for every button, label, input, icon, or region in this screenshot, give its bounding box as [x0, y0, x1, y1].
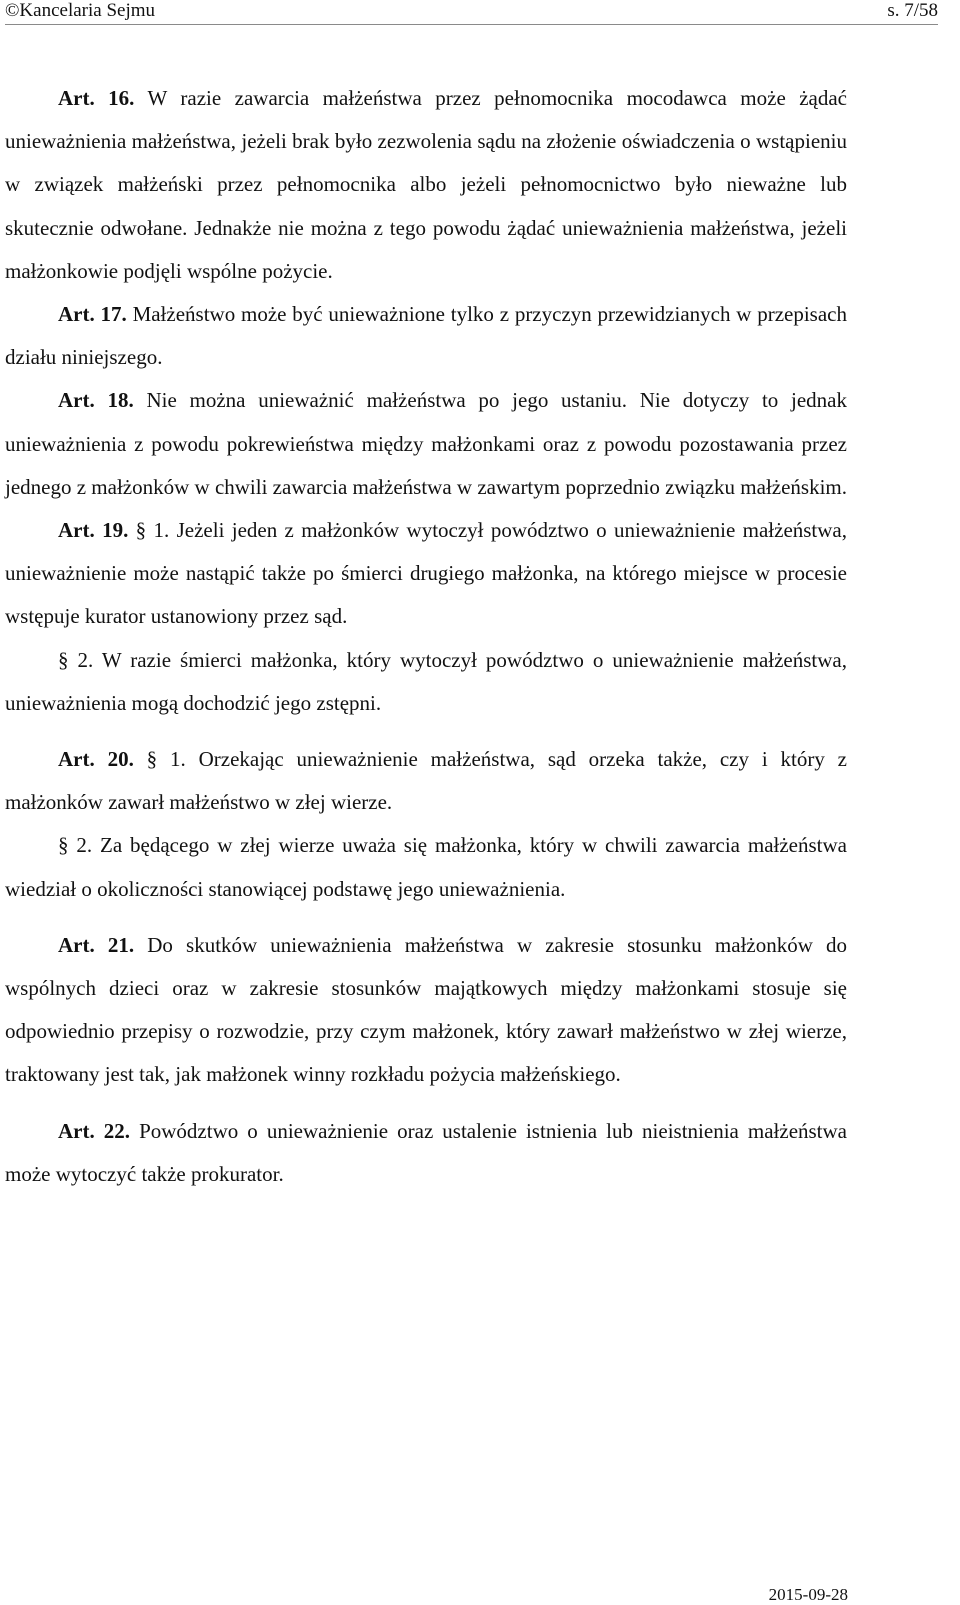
page-header: [5, 0, 938, 25]
article-17: [5, 293, 847, 379]
article-text: Małżeństwo może być unieważnione tylko z przyczyn przewidzianych w przepisach działu niniejszego.: [5, 302, 848, 370]
footer-date: 2015-09-28: [768, 1585, 848, 1604]
article-19-par-1: [5, 509, 847, 639]
article-label: Art. 16.: [58, 86, 135, 110]
article-16: [5, 77, 847, 293]
article-label: Art. 17.: [58, 302, 127, 327]
article-text: Powództwo o unieważnienie oraz ustalenie istnienia lub nieistnienia małżeństwa może wytoczyć także prokurator.: [5, 1118, 848, 1186]
document-body: [5, 77, 847, 1196]
article-label: Art. 20.: [58, 747, 134, 772]
article-text: § 1. Orzekając unieważnienie małżeństwa, sąd orzeka także, czy i który z małżonków zawarł małżeństwo w złej wierze.: [5, 747, 848, 815]
article-label: Art. 19.: [58, 518, 129, 543]
article-text: § 2. W razie śmierci małżonka, który wytoczył powództwo o unieważnienie małżeństwa, unieważnienia mogą dochodzić jego zstępni.: [5, 647, 847, 715]
article-21: [5, 924, 847, 1097]
article-18: [5, 379, 847, 509]
article-text: Nie można unieważnić małżeństwa po jego ustaniu. Nie dotyczy to jednak unieważnienia z powodu pokrewieństwa między małżonkami oraz z powodu pozostawania przez jednego z małżonków w chwili zawarcia małżeństwa w zawartym poprzednio związku małżeńskim.: [5, 388, 848, 499]
article-22: [5, 1110, 847, 1196]
header-source: ©Kancelaria Sejmu: [5, 0, 156, 21]
article-label: Art. 21.: [58, 932, 135, 957]
article-20-par-2: [5, 824, 847, 910]
article-text: W razie zawarcia małżeństwa przez pełnomocnika mocodawca może żądać unieważnienia małżeństwa, jeżeli brak było zezwolenia sądu na złożenie oświadczenia o wstąpieniu w związek małżeński przez pełnomocnika albo jeżeli pełnomocnictwo było nieważne lub skutecznie odwołane. Jednakże nie można z tego powodu żądać unieważnienia małżeństwa, jeżeli małżonkowie podjęli wspólne pożycie.: [5, 86, 848, 283]
header-page-number: s. 7/58: [887, 0, 938, 21]
article-text: Do skutków unieważnienia małżeństwa w zakresie stosunku małżonków do wspólnych dzieci oraz w zakresie stosunków majątkowych między małżonkami stosuje się odpowiednio przepisy o rozwodzie, przy czym małżonek, który zawarł małżeństwo w złej wierze, traktowany jest tak, jak małżonek winny rozkładu pożycia małżeńskiego.: [5, 932, 848, 1087]
article-text: § 1. Jeżeli jeden z małżonków wytoczył powództwo o unieważnienie małżeństwa, unieważnienie może nastąpić także po śmierci drugiego małżonka, na którego miejsce w procesie wstępuje kurator ustanowiony przez sąd.: [5, 518, 848, 629]
article-label: Art. 22.: [58, 1118, 131, 1143]
article-20-par-1: [5, 738, 847, 824]
article-label: Art. 18.: [58, 388, 134, 413]
article-text: § 2. Za będącego w złej wierze uważa się małżonka, który w chwili zawarcia małżeństwa wiedział o okoliczności stanowiącej podstawę jego unieważnienia.: [5, 833, 847, 901]
article-19-par-2: [5, 639, 847, 725]
